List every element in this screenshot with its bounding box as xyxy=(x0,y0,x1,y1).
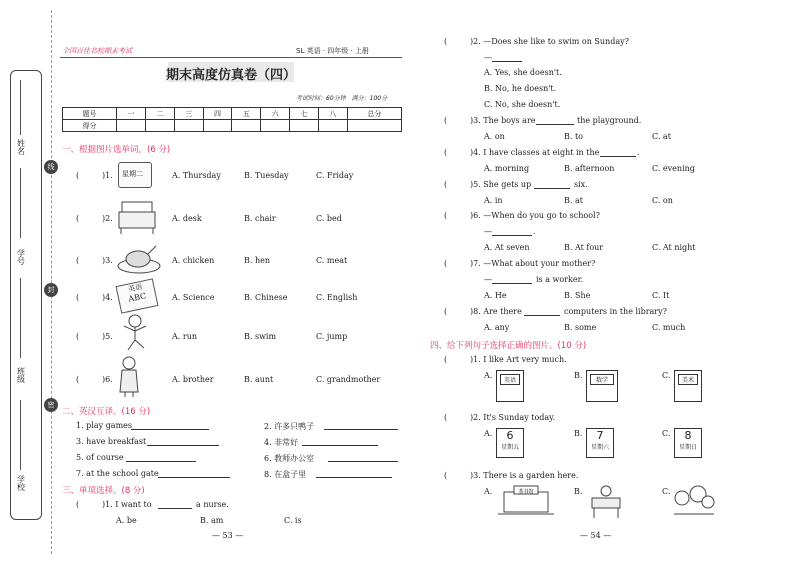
calendar-sunday-icon[interactable]: 8 星期日 xyxy=(674,428,702,458)
calendar-friday-icon[interactable]: 6 星期五 xyxy=(496,428,524,458)
option-b[interactable]: B. at xyxy=(564,196,583,205)
option-a[interactable]: A. At seven xyxy=(484,243,530,252)
option-a[interactable]: A. Science xyxy=(172,293,215,302)
option-c[interactable]: C. grandmother xyxy=(316,375,381,384)
option-a[interactable]: A. chicken xyxy=(172,256,215,265)
answer-blank[interactable] xyxy=(524,308,560,316)
answer-blank[interactable] xyxy=(492,276,532,284)
answer-blank[interactable] xyxy=(302,438,378,446)
option-b[interactable]: B. She xyxy=(564,291,591,300)
art-book-icon[interactable]: 美术 xyxy=(674,370,702,402)
option-b[interactable]: B. xyxy=(574,429,583,438)
svg-text:茶书馆: 茶书馆 xyxy=(518,489,534,495)
chicken-picture xyxy=(116,242,162,276)
option-c[interactable]: C. evening xyxy=(652,164,695,173)
option-b[interactable]: B. Chinese xyxy=(244,293,288,302)
option-c[interactable]: C. at xyxy=(652,132,671,141)
calendar-saturday-icon[interactable]: 7 星期六 xyxy=(586,428,614,458)
margin-frame xyxy=(10,70,42,520)
answer-blank[interactable] xyxy=(328,454,398,462)
option-b[interactable]: B. some xyxy=(564,323,597,332)
garden-picture[interactable] xyxy=(672,484,716,520)
option-a[interactable]: A. xyxy=(484,371,493,380)
answer-blank[interactable] xyxy=(324,422,398,430)
option-a[interactable]: A. xyxy=(484,429,493,438)
option-b[interactable]: B. Tuesday xyxy=(244,171,289,180)
answer-blank[interactable] xyxy=(158,470,230,478)
option-a[interactable]: A. morning xyxy=(484,164,530,173)
english-book-picture: 英语 ABC xyxy=(116,278,159,313)
option-a[interactable]: A. He xyxy=(484,291,507,300)
table-row: 得分 xyxy=(63,120,402,132)
option-a[interactable]: A. any xyxy=(484,323,510,332)
option-a[interactable]: A. xyxy=(484,487,493,496)
option-a[interactable]: A. Thursday xyxy=(172,171,221,180)
answer-blank[interactable] xyxy=(492,54,522,62)
option-a[interactable]: A. Yes, she doesn't. xyxy=(484,68,562,77)
option-b[interactable]: B. hen xyxy=(244,256,271,265)
section-1-heading: 一、根据图片选单词。(6 分) xyxy=(62,145,171,155)
option-c[interactable]: C. Friday xyxy=(316,171,354,180)
secret-seal: 密 xyxy=(44,398,58,412)
section-4-heading: 四、给下列句子选择正确的图片。(10 分) xyxy=(430,341,587,351)
option-c[interactable]: C. No, she doesn't. xyxy=(484,100,561,109)
binding-margin xyxy=(0,0,56,564)
option-a[interactable]: A. brother xyxy=(172,375,214,384)
page-number-right: — 54 — xyxy=(580,531,612,540)
option-c[interactable]: C. xyxy=(662,487,671,496)
exam-meta: 考试时间：60分钟 满分：100分 xyxy=(296,95,388,102)
option-c[interactable]: C. xyxy=(662,429,671,438)
option-c[interactable]: C. bed xyxy=(316,214,342,223)
answer-blank[interactable] xyxy=(492,228,532,236)
option-b[interactable]: B. to xyxy=(564,132,583,141)
library-building-picture[interactable] xyxy=(496,484,556,520)
table-row: 题号 一 二 三 四 五 六 七 八 总分 xyxy=(63,108,402,120)
school-label: 学校 xyxy=(17,475,25,493)
option-a[interactable]: A. in xyxy=(484,196,503,205)
option-b[interactable]: B. No, he doesn't. xyxy=(484,84,557,93)
option-a[interactable]: A. desk xyxy=(172,214,202,223)
math-book-icon[interactable]: 数学 xyxy=(586,370,618,402)
answer-blank[interactable] xyxy=(316,470,392,478)
option-c[interactable]: C. It xyxy=(652,291,670,300)
option-c[interactable]: C. xyxy=(662,371,671,380)
name-label: 姓名 xyxy=(17,139,25,157)
option-b[interactable]: B. xyxy=(574,371,583,380)
answer-blank[interactable] xyxy=(131,422,209,430)
option-c[interactable]: C. on xyxy=(652,196,673,205)
option-b[interactable]: B. afternoon xyxy=(564,164,615,173)
classroom-desk-picture[interactable] xyxy=(586,484,626,520)
bed-picture xyxy=(116,198,158,236)
class-label: 班级 xyxy=(17,367,25,385)
section-3-heading: 三、单项选择。(8 分) xyxy=(62,486,145,496)
option-c[interactable]: C. meat xyxy=(316,256,348,265)
option-b[interactable]: B. chair xyxy=(244,214,276,223)
score-table xyxy=(62,107,402,132)
option-c[interactable]: C. jump xyxy=(316,332,348,341)
series-label: 全国百佳名校期末考试 xyxy=(62,47,132,55)
option-a[interactable]: A. on xyxy=(484,132,505,141)
option-b[interactable]: B. At four xyxy=(564,243,604,252)
option-b[interactable]: B. swim xyxy=(244,332,277,341)
option-b[interactable]: B. am xyxy=(200,516,224,525)
section-2-heading: 二、英汉互译。(16 分) xyxy=(62,407,151,417)
page-number-left: — 53 — xyxy=(212,531,244,540)
answer-blank[interactable] xyxy=(147,438,219,446)
seal-mark: 封 xyxy=(44,283,58,297)
page-title: 期末高度仿真卷（四） xyxy=(165,68,296,83)
calendar-picture: 星期二 xyxy=(118,162,152,188)
student-no-label: 学号 xyxy=(17,249,25,267)
jumping-boy-picture xyxy=(120,314,150,354)
book-tag: SL 英语 · 四年级 · 上册 xyxy=(296,47,369,55)
line-seal: 线 xyxy=(44,160,58,174)
option-c[interactable]: C. At night xyxy=(652,243,696,252)
answer-blank[interactable] xyxy=(536,117,574,125)
answer-blank[interactable] xyxy=(126,454,196,462)
option-c[interactable]: C. much xyxy=(652,323,686,332)
grandmother-picture xyxy=(118,356,140,398)
option-a[interactable]: A. run xyxy=(172,332,197,341)
option-b[interactable]: B. aunt xyxy=(244,375,274,384)
answer-blank[interactable] xyxy=(600,149,636,157)
answer-blank[interactable] xyxy=(534,181,570,189)
answer-blank[interactable] xyxy=(158,501,192,509)
english-book-icon[interactable]: 英语 xyxy=(496,370,524,402)
option-b[interactable]: B. xyxy=(574,487,583,496)
option-a[interactable]: A. be xyxy=(116,516,137,525)
option-c[interactable]: C. is xyxy=(284,516,302,525)
cut-line xyxy=(51,10,52,554)
option-c[interactable]: C. English xyxy=(316,293,358,302)
